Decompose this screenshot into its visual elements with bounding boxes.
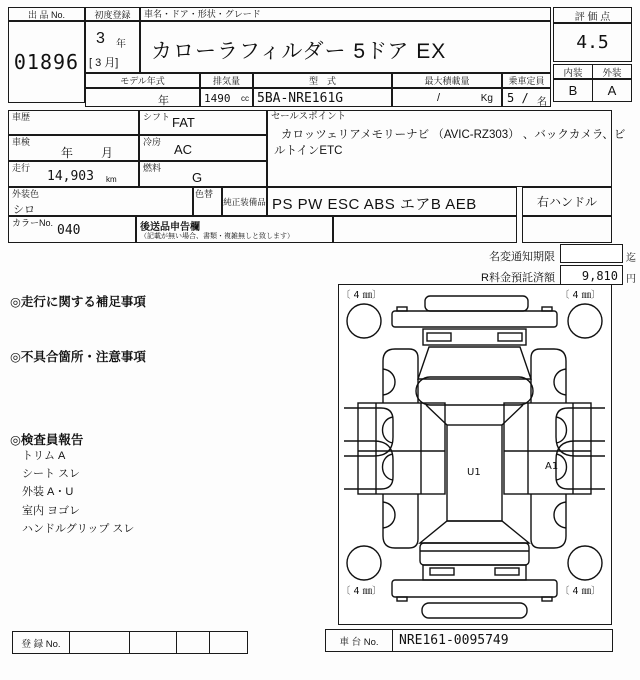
tire-depth-rear-left: 〔 4 ㎜〕 [341,586,382,597]
model-year-value-box [85,88,200,107]
exterior-color-label: 外装色 [12,189,40,199]
mileage-cell [8,161,139,187]
inspector-item: 室内 ヨゴレ [22,505,81,517]
tire-depth-front-right: 〔 4 ㎜〕 [560,290,601,301]
front-top-strip [425,296,528,311]
car-name-value: カローラフィルダー 5ドア EX [151,40,447,63]
right-door-lines [504,403,591,494]
taillight-left [430,568,454,575]
roof-joins [426,405,523,425]
sales-point-label: セールスポイント [271,111,347,122]
displacement-header: 排気量 [200,73,253,88]
chassis-no-value: NRE161-0095749 [399,633,509,648]
color-no-cell [8,216,136,243]
steering-empty-cell [522,216,612,243]
payload-unit: Kg [480,93,493,104]
capacity-header: 乗車定員 [502,73,551,88]
right-door-panels [504,403,591,494]
late-items-note: （記載が無い場合、書類・複雑無しと致します） [140,233,294,240]
headlight-right [498,333,522,341]
front-bumper-bar [392,311,557,327]
sales-point-line2: ルトインETC [274,145,343,157]
model-code-header: 型 式 [253,73,392,88]
model-year-value: 年 [158,95,169,107]
mileage-unit: km [106,175,117,184]
damage-mark-right-panel: A1 [545,461,559,472]
taillight-strip [423,565,526,580]
chassis-no-label: 車 台 No. [326,630,393,651]
shift-value: FAT [172,115,195,130]
vehicle-diagram-box [338,284,612,625]
displacement-value: 1490 [204,92,231,105]
capacity-value: 5 / [507,91,529,105]
model-year-header: モデル年式 [85,73,200,88]
score-value: 4.5 [553,23,632,62]
equipment-label: 純正装備品 [222,187,267,216]
defects-title: ◎不具合箇所・注意事項 [10,350,146,364]
name-change-unit: 迄 [626,253,636,264]
car-name-header: 車名・ドア・形状・グレード [140,7,551,21]
inspector-item: トリム A [22,450,66,462]
interior-header: 内装 [553,64,593,79]
rear-bar-tab-right [542,597,552,601]
chassis-no-box [325,629,613,652]
fuel-label: 燃料 [143,163,162,173]
first-reg-year-unit: 年 [116,39,126,50]
ac-value: AC [174,142,193,157]
registration-cell [210,632,247,653]
equipment-value-cell [267,187,517,216]
front-left-wheel [347,304,381,338]
inspector-report-title: ◎検査員報告 [10,433,84,447]
registration-cell [70,632,130,653]
payload-value: / [437,92,441,104]
rear-left-wheel [347,546,381,580]
exterior-color-value: シロ [13,204,35,216]
score-header: 評 価 点 [553,7,632,23]
equipment-value: PS PW ESC ABS エアB AEB [272,196,477,213]
ac-label: 冷房 [143,137,162,147]
color-no-label: カラーNo. [12,218,54,228]
inspector-item: 外装 A・U [22,486,74,498]
front-right-wheel [568,304,602,338]
model-code-value: 5BA-NRE161G [257,91,344,106]
equipment-empty-cell [333,216,517,243]
payload-value-box [392,88,502,107]
rear-bar-tab-left [397,597,407,601]
color-change-label: 色替 [195,189,214,199]
interior-grade: B [553,79,593,102]
name-change-value-box [560,244,623,263]
payload-header: 最大積載量 [392,73,502,88]
name-change-label: 名変通知期限 [489,251,555,263]
late-items-label: 後送品申告欄 [140,222,200,233]
registration-cell [177,632,210,653]
registration-no-box [12,631,248,654]
car-name-box [140,21,551,73]
ac-cell [139,135,267,161]
tailgate-panel [420,543,529,565]
first-registration-value [85,21,140,73]
damage-mark-roof: U1 [467,467,481,478]
shift-cell [139,110,267,135]
mileage-label: 走行 [12,163,31,173]
tire-depth-front-left: 〔 4 ㎜〕 [341,290,382,301]
first-registration-header: 初度登録 [85,7,140,21]
history-label: 車歴 [12,112,31,122]
color-change-cell [193,187,222,216]
rear-window [420,521,529,543]
sales-point-line1: カロッツェリアメモリーナビ （AVIC-RZ303） 、バックカメラ、ビ [281,129,626,141]
recycle-fee-unit: 円 [626,274,636,285]
headlight-left [427,333,451,341]
recycle-fee-value: 9,810 [581,269,618,283]
capacity-unit: 名 [537,97,547,108]
windshield [418,347,531,379]
rear-bottom-strip [422,603,527,618]
first-reg-month: [ 3 月] [89,57,119,69]
rear-bumper-bar [392,580,557,597]
capacity-value-box [502,88,551,107]
mileage-value: 14,903 [47,169,94,184]
inspector-item: ハンドルグリップ スレ [22,523,135,535]
exterior-grade: A [592,79,632,102]
lot-number-header: 出 品 No. [8,7,85,21]
registration-cell [130,632,177,653]
displacement-value-box [200,88,253,107]
first-reg-year: 3 [96,30,105,47]
left-door-panels [358,403,445,494]
history-cell [8,110,139,135]
inspection-value: 年 月 [61,146,122,160]
late-items-cell [136,216,333,243]
recycle-fee-label: R料金預託済額 [481,272,555,284]
fuel-value: G [192,170,203,185]
taillight-right [495,568,519,575]
shift-label: シフト [143,112,171,122]
sales-point-box [267,110,626,187]
tire-depth-rear-right: 〔 4 ㎜〕 [560,586,601,597]
displacement-unit: cc [241,94,249,103]
mileage-notes-title: ◎走行に関する補足事項 [10,295,146,309]
color-no-value: 040 [57,223,81,238]
headlight-strip [423,329,526,345]
model-code-value-box [253,88,392,107]
registration-no-label: 登 録 No. [13,632,70,653]
rear-right-wheel [568,546,602,580]
chassis-no-value-cell [393,630,612,651]
cowl-panel [416,377,533,405]
lot-number-value: 01896 [8,21,85,103]
inspection-cell [8,135,139,161]
steering-value: 右ハンドル [522,187,612,216]
inspection-label: 車検 [12,137,31,147]
vehicle-diagram [339,285,610,623]
inspector-item: シート スレ [22,468,81,480]
fuel-cell [139,161,267,187]
left-door-lines [358,403,445,494]
exterior-color-cell [8,187,193,216]
exterior-header: 外装 [592,64,632,79]
recycle-fee-value-box [560,265,623,285]
